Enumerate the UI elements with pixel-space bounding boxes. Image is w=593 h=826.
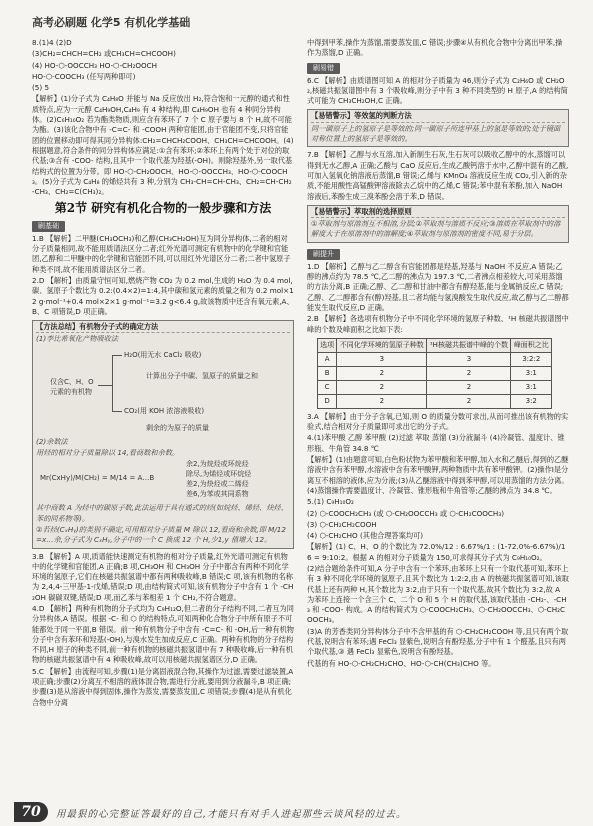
table-cell: A — [318, 352, 337, 366]
diagram-rest-step: 剩余的为原子的质量 — [146, 423, 209, 432]
table-cell: B — [318, 366, 337, 380]
remainder-formula: Mr(CxHy)/M(CH₂) = M/14 = A…B — [40, 474, 155, 483]
right-column — [307, 38, 569, 670]
tip-line: 其中商数 A 为烃中的碳原子数,此法运用于具有通式的烃(如烷烃、烯烃、炔烃、苯的同系物等)。 — [36, 503, 288, 523]
answer-item: 1.B 【解析】二甲醚(CH₃OCH₃)和乙醇(CH₃CH₂OH)互为同分异构体,二者的相对分子质量相同,故不能用质谱法区分二者;红外光谱可测定有机物中的化学键和官能团,乙醇和二甲醚中的化学键和官能团不同,可以用红外光谱区分二者;二者中氢原子种类不同,故不能用质谱法区分二者。 — [32, 233, 291, 274]
tip-line: 同一碳原子上的氢原子是等效的;同一碳原子所连甲基上的氢是等效的;处于镜面对称位置上的氢原子是等效的。 — [311, 123, 561, 144]
answer-line: (5) 5 — [32, 83, 50, 93]
table-row — [318, 380, 552, 394]
table-cell: 3 — [337, 352, 427, 366]
remainder-rules — [36, 459, 290, 503]
diagram-co2-branch: CO₂(用 KOH 浓溶液吸收) — [124, 406, 205, 415]
tip-line: ②若烃(CₓHᵧ)的类别不确定,可用相对分子质量 M 除以 12,看商和余数,即 M/12=x…余,分子式为 CₓHᵧ,分子中的一个 C 换成 12 个 H,少1,y 值增大 12。 — [36, 524, 286, 545]
section-tag: 刷易错 — [307, 63, 340, 74]
error-warning-box — [307, 109, 569, 147]
answer-line: (2) ⬡-COOCH₂CH₃ (或 ⬡-CH₂OOCCH₃ 或 ⬡-CH₂COOCH₃) — [307, 508, 505, 518]
explanation: 【解析】(1)分子式为 C₄H₈O 并能与 Na 反应放出 H₂,符合饱和一元醇的通式和性质特点,应为一元醇 C₄H₉OH,C₄H₉ 有 4 种结构,即 C₄H₉OH 也有 4 种同分异构体。(2)C₆H₁₀O₂ 若为酯类物质,则应含有苯环了 7 个 C 原子要与 8 个 H,故不可能为酯。(3)该化合物中有 -C=C- 和 -COOH 两种官能团,由于官能团不变,只将官能团的位置移动即可得其同分异构体:CH₂=CHCH₂COOH、CH₃CH=CHCOOH。(4)根据题意,符合条件的同分异构体应满足:①含有苯环;②苯环上有两个处于对位的取代基;③含有 -COO- 结构,且其中一个取代基为羟基(-OH)。则除羟基外,另一取代基结构式的位置为分带。即 HO-⬡-CH₂OOCH、HO-⬡-OOCCH₃、HO-⬡-COOCH₃。(5)分子式为 C₄H₈ 的烯烃共有 3 种,分别为 CH₃-CH=CH-CH₃、CH₂=CH-CH₂-CH₃、CH₂=C(CH₃)₂。 — [32, 94, 294, 197]
table-cell: 3:1 — [511, 380, 552, 394]
table-row — [318, 352, 552, 366]
diagram-connector — [112, 355, 113, 411]
method-summary-box — [32, 320, 294, 548]
diagram-water-branch: H₂O(用无水 CaCl₂ 吸收) — [124, 350, 202, 359]
explanation: 【解析】(1)由题意可知,白色粉状物为苯甲酸和苯甲醇,加入水和乙醚后,得到的乙醚溶液中含有苯甲醇,水溶液中含有苯甲酸钾,两种物质中共有苯甲酸钾。(2)操作Ⅰ是分离互不相溶的液体,应为分液;(3)从乙醚溶液中得到苯甲醇,可以用蒸馏的方法分离。(4)蒸馏操作需要温度计、冷凝管、锥形瓶和牛角管等;乙醚的沸点为 34.8 ℃。 — [307, 455, 569, 495]
answer-item: 1.D 【解析】乙醇与乙二醇含有官能团都是羟基,羟基与 NaOH 不反应,A 错误;乙醇的沸点约为 78.5 ℃,乙二醇的沸点为 197.3 ℃,二者沸点相差较大,可采用蒸馏的方法分离,B 正确;乙醇、乙二醇和甘油中都含有醇羟基,能与金属钠反应,C 错误;乙醇、乙二醇都含有(醇)羟基,且二者均能与氢溴酸发生取代反应,故乙醇与乙二醇都能发生取代反应,D 正确。 — [307, 261, 569, 312]
remainder-rule: 差6,为苯或其同系物 — [186, 490, 249, 499]
explanation: (2)结合题给条件可知,A 分子中含有一个苯环,由苯环上只有一个取代基可知,苯环上有 3 种不同化学环境的氢原子,且其个数比为 1:2:2,由 A 的核磁共振氢谱可知,该取代基上还有两种 H,其个数比为 3:2,由于只有一个取代基,故其个数比为 3:2,故 A 为苯环上连接一个含三个 C、二个 O 和 5 个 H 的取代基,该取代基由 -CH₂-、-CH₃ 和 -COO- 构成。A 的结构简式为 ⬡-COOCH₂CH₃、⬡-CH₂OOCCH₃、⬡-CH₂COOCH₃。 — [307, 563, 569, 625]
remainder-rule: 余2,为烷烃或环烷烃 — [186, 460, 249, 469]
section-tag: 刷提升 — [307, 249, 340, 260]
answer-item: 7.B 【解析】乙醇与水互溶,加入新制生石灰,生石灰可以吸收乙醇中的水,蒸馏可以得到无水乙醇,A 正确;乙酸与 CaO 反应后,生成乙酸钙溶于水中,乙醇中混有的乙酸,可加入氢氧化钠溶液后蒸馏,B 错误;乙烯与 KMnO₄ 溶液反应生成 CO₂,引入新的杂质,不能用酸性高锰酸钾溶液除去乙烷中的乙烯,C 错误;苯中混有苯酚,加入 NaOH 溶液后,苯酚生成三溴苯酚会溶于苯,D 错误。 — [307, 150, 569, 201]
table-cell: 2 — [337, 366, 427, 380]
table-cell: 2 — [427, 394, 511, 408]
error-warning-box — [307, 205, 569, 243]
left-column — [32, 38, 294, 709]
page-number: 70 — [14, 802, 48, 822]
answer-item: 5.(1) C₉H₁₀O₂ — [307, 497, 354, 507]
tip-line: 用烃的相对分子质量除以 14,看商数和余数。 — [36, 448, 180, 458]
answer-line: HO-⬡-COOCH₃ (任写两种即可) — [32, 71, 136, 81]
tip-heading: 【易错警示】萃取剂的选择原则 — [311, 207, 565, 218]
table-cell: 2 — [337, 394, 427, 408]
answer-line: 8.(1)4 (2)D — [32, 38, 72, 47]
table-cell: 3:2:2 — [511, 352, 552, 366]
table-cell: 2 — [427, 380, 511, 394]
table-header-cell: 选项 — [318, 338, 337, 352]
explanation: 【解析】(1) C、H、O 的个数比为 72.0%/12 : 6.67%/1 : (1-72.0%-6.67%)/16 = 9:10:2。根据 A 的相对分子质量为 150,可求得其分子式为 C₉H₁₀O₂。 — [307, 542, 566, 562]
diagram-connector — [112, 411, 122, 412]
tip-heading: 【易错警示】等效氢的判断方法 — [311, 111, 565, 122]
diagram-calc-step: 计算出分子中碳、氢原子的质量之和 — [146, 371, 258, 380]
answer-item: 2.D 【解析】由质量守恒可知,燃烧产物 CO₂ 为 0.2 mol,生成的 H₂O 为 0.4 mol,碳、氢原子个数比为 0.2:(0.4×2)=1:4,其中碳和氢元素的质量之和为 0.2 mol×12 g·mol⁻¹+0.4 mol×2×1 g·mol⁻¹=3.2 g<6.4 g,故该物质中还含有氧元素,A、B、C 项错误,D 项正确。 — [32, 275, 294, 316]
answer-item: 3.B 【解析】A 项,质谱能快速测定有机物的相对分子质量,红外光谱可测定有机物中的化学键和官能团,A 正确;B 项,CH₃OH 和 CH₃OH 分子中都含有两种不同化学环境的氢原子,它们在核磁共振氢谱中都有两种吸收峰,B 错误;C 项,该有机物的名称为 2,4,4-三甲基-1-戊烯,错误;D 项,由结构简式可知,该有机物分子中含有 1 个 -CH₂OH 碳碳双键,错误;D 项,而乙苯与苯相差 1 个 CH₂,不符合题意。 — [32, 551, 294, 602]
diagram-connector — [112, 355, 122, 356]
answer-item: 4.(1)苯甲酸 乙醇 苯甲酸 (2)过滤 萃取 蒸馏 (3)分液漏斗 (4)冷凝管、温度计、锥形瓶、牛角管 34.8 ℃ — [307, 433, 565, 453]
remainder-rule: 除尽,为烯烃或环烷烃 — [186, 470, 252, 479]
diagram-connector — [98, 385, 112, 386]
answer-line: (4) ⬡-CH₂CHO (其他合理答案均可) — [307, 531, 424, 541]
table-cell: 2 — [337, 380, 427, 394]
explanation: (3)A 的芳香类同分异构体分子中不含甲基的有 ⬡-CH₂CH₂COOH 等,且只有两个取代基,说明含有苯环;遇 FeCl₃ 显紫色,说明含有酚羟基,分子中有 1 个醛基,且只有两个取代基,③ 遇 FeCl₃ 显紫色,说明含有酚羟基。 — [307, 626, 569, 657]
answer-line: 中得到甲苯,操作为蒸馏,需要蒸发皿,C 错误;步骤④从有机化合物中分离出甲苯,操作为蒸馏,D 正确。 — [307, 38, 563, 58]
hnmr-table — [317, 338, 552, 409]
table-cell: 3:2 — [511, 394, 552, 408]
answer-line: (4) HO-⬡-OOCCH₃ HO-⬡-CH₂OOCH — [32, 60, 158, 70]
answer-item: 2.B 【解析】各选项有机物分子中不同化学环境的氢原子种数、¹H 核磁共振谱图中峰的个数及峰面积之比如下表: — [307, 314, 569, 334]
table-cell: 3:1 — [511, 366, 552, 380]
diagram-source: 仅含C、H、O元素的有机物 — [50, 377, 94, 397]
table-header-cell: 峰面积之比 — [511, 338, 552, 352]
tip-heading: 【方法总结】有机物分子式的确定方法 — [36, 322, 290, 333]
table-header-row — [318, 338, 552, 352]
table-row — [318, 366, 552, 380]
answer-item: 4.D 【解析】两种有机物的分子式均为 C₉H₁₂O,但二者的分子结构不同,二者互为同分异构体,A 错误。根据 -C- 和 ⬡ 的结构特点,可知两种化合物分子中所有原子不可能都处于同一平面,B 错误。前一种有机物分子中含有 -C=C- 和 -OH,后一种有机物分子中含有苯环和羟基(-OH),与溴水发生加成反应,C 正确。两种有机物的分子结构不同,H 原子的种类不同,前一种有机物的核磁共振氢谱中有 7 种吸收峰,后一种有机物的核磁共振氢谱中有 4 种吸收峰,故可以用核磁共振氢谱区分,D 正确。 — [32, 603, 294, 665]
tip-line: ①萃取剂与原溶剂互不相溶,分层;②萃取剂与溶质不反应;③溶质在萃取剂中的溶解度大于在原溶剂中的溶解度;④萃取剂与原溶剂的密度不同,易于分层。 — [311, 219, 561, 239]
footer-motto: 用最狠的心完整证答最好的自己,才能只有对手人进起那些云谈风轻的过去。 — [56, 809, 407, 820]
analysis-flow-diagram — [50, 347, 290, 435]
footer — [0, 798, 593, 826]
answer-line: (3) ⬡-CH₂CH₂COOH — [307, 519, 377, 529]
tip-line: (1)李比希氧化产物吸收法 — [36, 334, 119, 344]
running-title: 高考必刷题 化学5 有机化学基础 — [32, 16, 191, 29]
answer-line: (3)CH₂=CHCH=CH₂ 或CH₃CH=CHCOOH) — [32, 49, 176, 59]
answer-item: 6.C 【解析】由质谱图可知 A 的相对分子质量为 46,则分子式为 C₂H₆O 或 CH₂O₂,核磁共振氢谱图中有 3 个吸收峰,则分子中有 3 种不同类型的 H 原子,A 的结构简式可能为 CH₃CH₂OH,C 正确。 — [307, 75, 568, 106]
table-cell: D — [318, 394, 337, 408]
remainder-rule: 差2,为炔烃或二烯烃 — [186, 480, 249, 489]
table-row — [318, 394, 552, 408]
table-header-cell: ¹H核磁共振谱中峰的个数 — [427, 338, 511, 352]
explanation: 代基的有 HO-⬡-CH₂CH₂CHO、HO-⬡-CH(CH₃)CHO 等。 — [307, 658, 496, 668]
table-header-cell: 不同化学环境的氢原子种数 — [337, 338, 427, 352]
section-tag: 刷基础 — [32, 221, 65, 232]
table-cell: 3 — [427, 352, 511, 366]
answer-item: 5.C 【解析】由流程可知,步骤(1)是分离固液混合物,其操作为过滤,需要过滤装置,A 项正确;步骤(2)分离互不相溶的液体混合物,需进行分液,要用到分液漏斗,B 项正确;步骤(3)是从溶液中得到固体,操作为蒸发,需要蒸发皿,C 项错误;步骤(4)是从有机化合物中分离 — [32, 666, 294, 707]
table-cell: C — [318, 380, 337, 394]
table-cell: 2 — [427, 366, 511, 380]
tip-line: (2)余数法 — [36, 436, 68, 446]
answer-item: 3.A 【解析】由于分子含氧,已知,则 O 的质量分数可求出,从而可推出该有机物的实验式,结合相对分子质量即可求出它的分子式。 — [307, 411, 569, 432]
section-title: 第2节 研究有机化合物的一般步骤和方法 — [54, 201, 272, 216]
